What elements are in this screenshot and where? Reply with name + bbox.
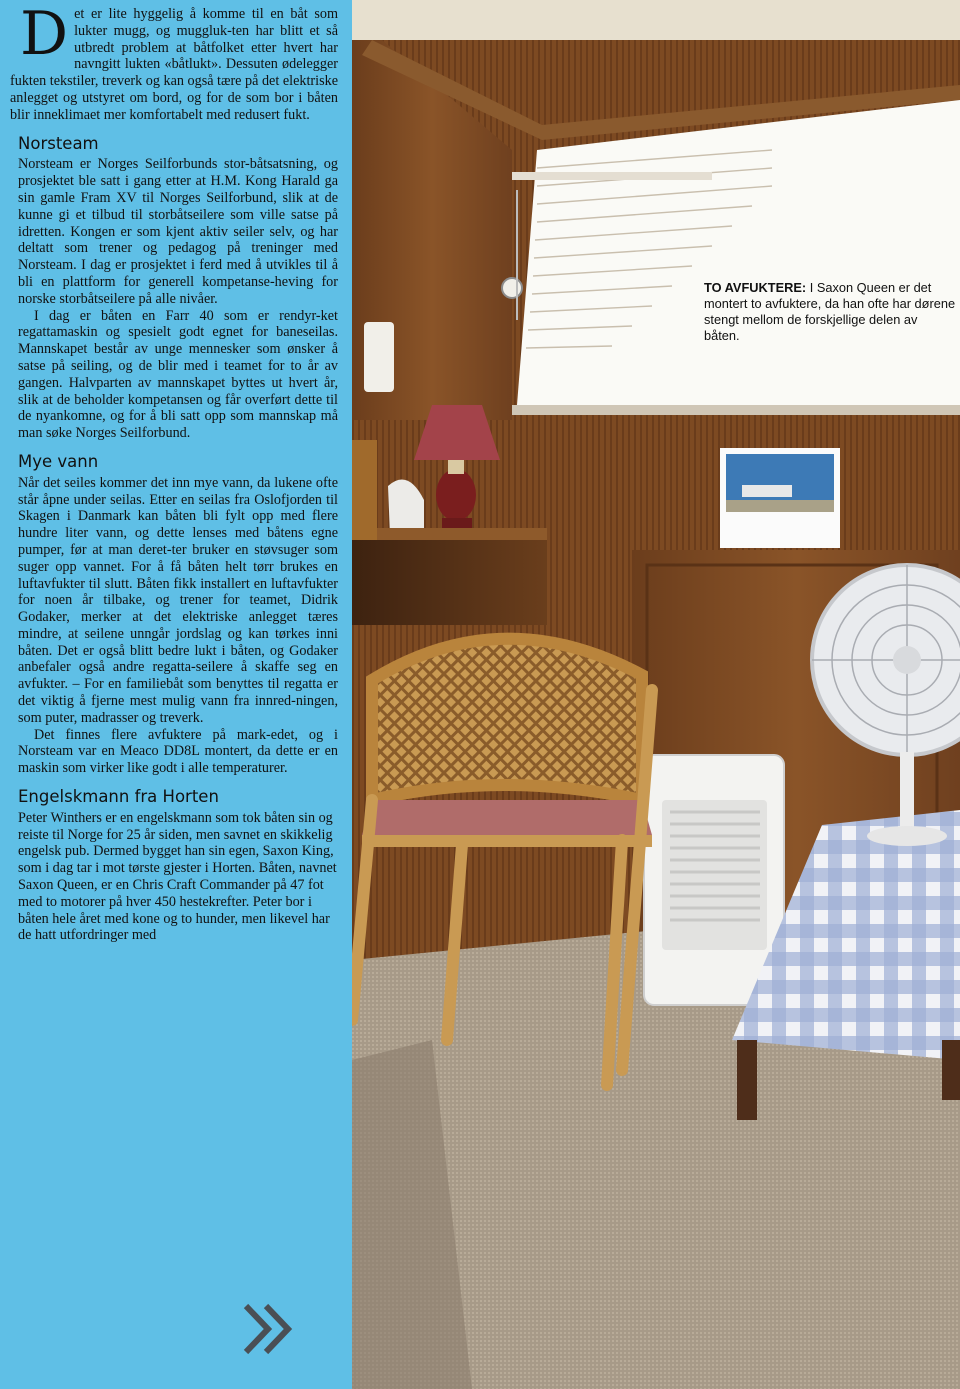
section-heading-norsteam: Norsteam [18,133,99,153]
article-column [0,0,352,1389]
caption-text: I Saxon Queen er det montert to avfuktere, da han ofte har dørene stengt mellom de forskjellige delen av båten. [704,280,956,343]
cabin-photo [352,0,960,1389]
intro-paragraph: et er lite hyggelig å komme til en båt som lukter mugg, og muggluk-ten har blitt et så utbredt problem at båtfolket etter hvert har navngitt lukten «båtlukt». Dessuten ødelegger fukten tekstiler, treverk og kan også tære på det elektriske anlegget og utstyret om bord, og for de som bor i båten blir inneklimaet mer komfortabelt med redusert fukt. [10,6,338,123]
cabin-interior-illustration [352,0,960,1389]
photo-caption [704,280,956,344]
intro-block [10,0,338,124]
paragraph: Når det seiles kommer det inn mye vann, da lukene ofte står åpne under seilas. Etter en seilas fra Oslofjorden til Skagen i Danmark kan båten bli fylt opp med flere hundre liter vann, og dette lenses med båtens egne pumper, før at man deret-ter bruker en støvsuger som suger opp vannet. For å få båten helt tørr brukes en luftavfukter til slutt. Båten fikk installert en luftavfukter for noen år tilbake, og trener for teamet, Didrik Godaker, merker at det elektriske anlegget tæres mindre, at seilene unngår jordslag og kan tørkes inni båten. Det er også blitt bedre lukt i båten, og Godaker anbefaler også andre regatta-seilere å skaffe seg en avfukter. – For en familiebåt som benyttes til regatta er det viktig å fjerne mest mulig vann fra innred-ningen, som puter, madrasser og treverk. [18,474,338,726]
paragraph: Det finnes flere avfuktere på mark-edet, og i Norsteam var en Meaco DD8L montert, da dette er en maskin som virker like godt i alle temperaturer. [18,726,338,777]
paragraph: I dag er båten en Farr 40 som er rendyr-ket regattamaskin og spesielt godt egnet for baneseilas. Mannskapet består av unge mennesker som ønsker å satse på seiling, og de blir med i teamet for to år av gangen. Halvparten av mannskapet byttes ut hvert år, slik at de beholder kompetansen og får overført dette til de nyankomne, og for å bli satt opp som mannskap må man søke Norges Seilforbund. [18,307,338,442]
section-heading-engelskmann: Engelskmann fra Horten [18,787,219,807]
chevron-double-right-icon [242,1302,302,1356]
section-heading-mye-vann: Mye vann [18,451,99,471]
drop-cap: D [20,0,69,69]
caption-label: TO AVFUKTERE: [704,280,807,295]
paragraph: Peter Winthers er en engelskmann som tok båten sin og reiste til Norge for 25 år siden, men savnet en skikkelig engelsk pub. Dermed bygget han sin egen, Saxon King, som i dag tar i mot tørste gjester i Horten. Båten, navnet Saxon Queen, er en Chris Craft Commander på 47 fot med to motorer på hver 450 hestekrefter. Peter bor i båten hele året med kone og to hunder, men likevel har de hatt utfordringer med [18,809,337,944]
paragraph: Norsteam er Norges Seilforbunds stor-båtsatsning, og prosjektet ble satt i gang etter at H.M. Kong Harald ga sin gamle Fram XV til Norges Seilforbund, slik at de kunne gi et tilbud til storbåtseilere som ville satse på idretten. Kongen er som kjent aktiv seiler selv, og har deltatt som trener og pedagog på treninger med Norsteam. I dag er prosjektet i ferd med å utvikles til å bli en plattform for generell kompetanse-heving for norske storbåtseilere på alle nivåer. [18,156,338,307]
